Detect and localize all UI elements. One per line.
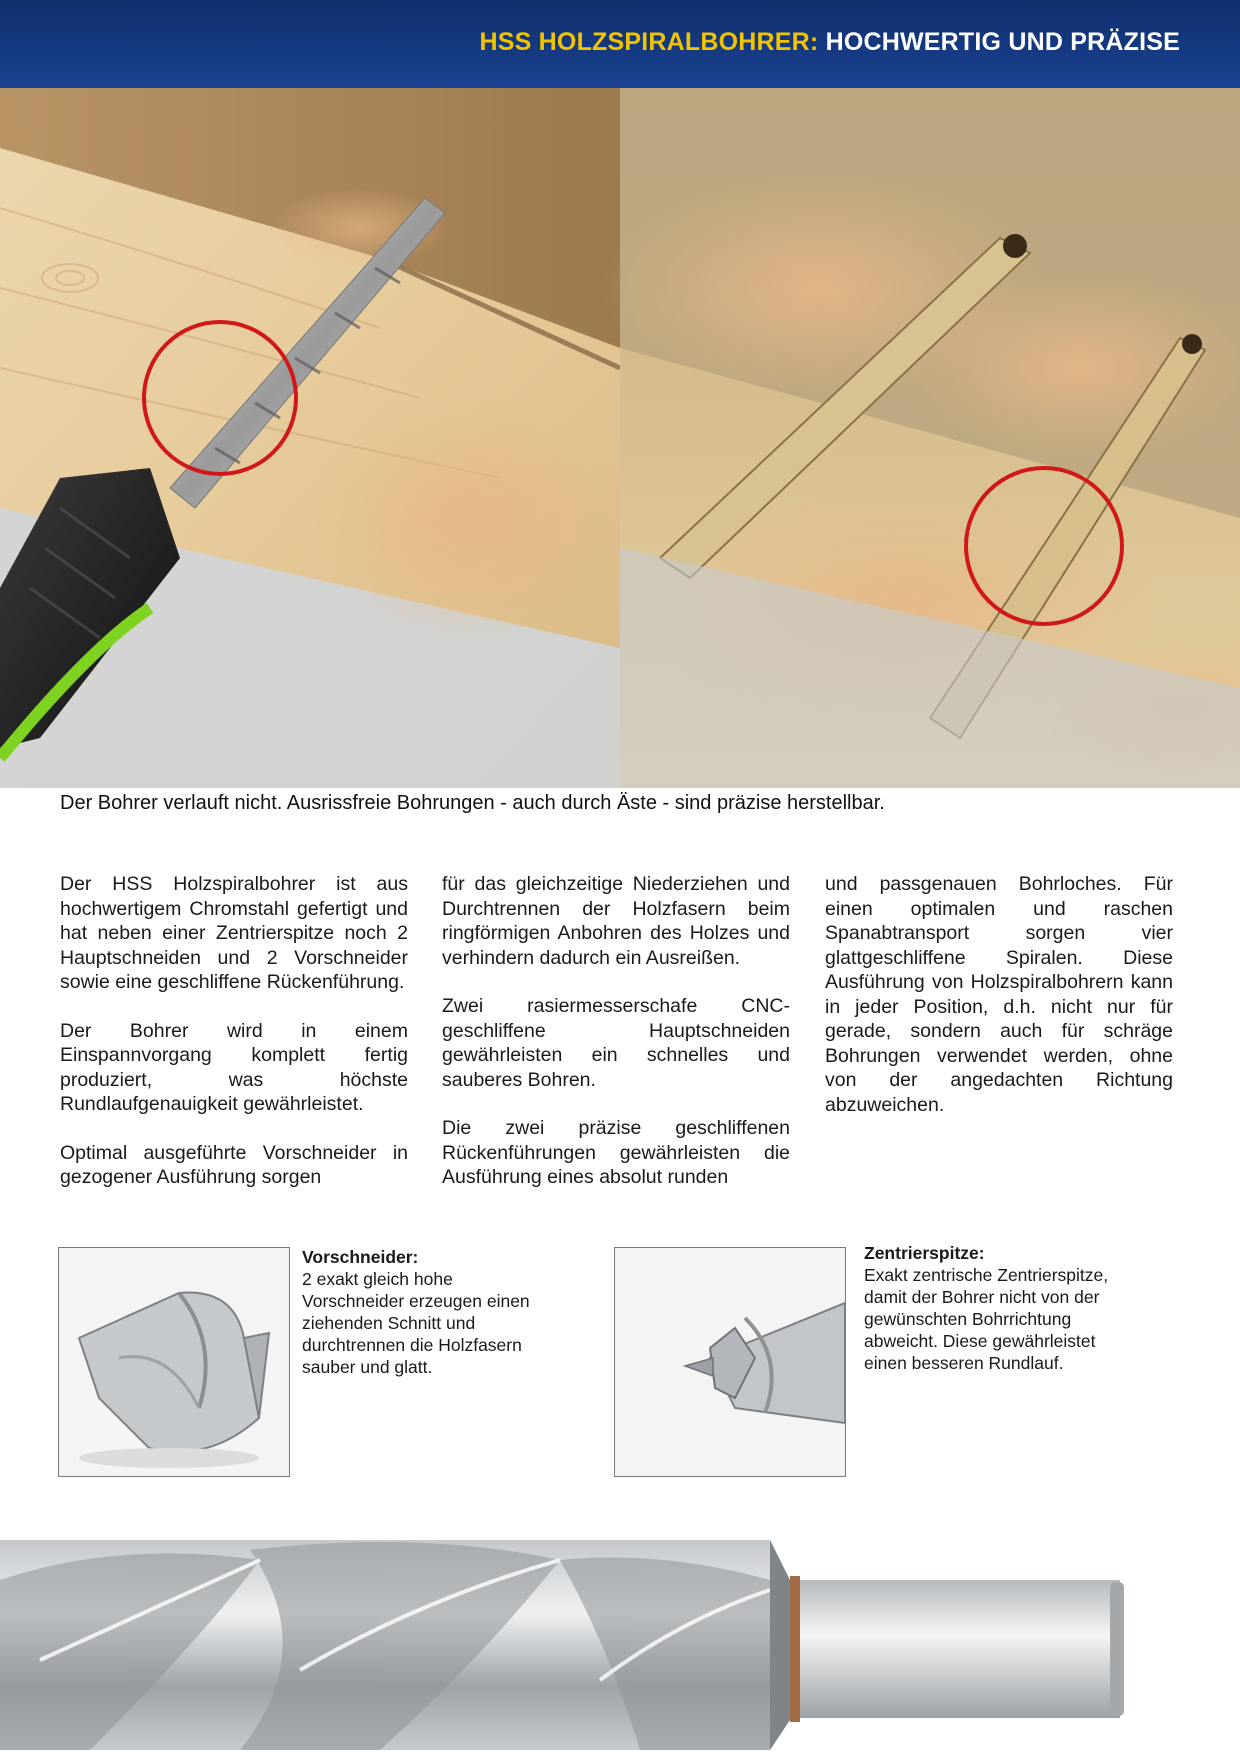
- text-column-1: [60, 872, 408, 1214]
- body-text: [60, 872, 1180, 1212]
- feature-title: Vorschneider:: [302, 1247, 419, 1267]
- hero-illustration: [0, 88, 1240, 788]
- page-title: [480, 28, 1180, 57]
- title-accent: HSS HOLZSPIRALBOHRER:: [479, 28, 819, 56]
- hero-photo: [0, 88, 1240, 788]
- paragraph: Der Bohrer wird in einem Einspannvorgang komplett fertig produziert, was höchste Rundlaufgenauigkeit gewährleistet.: [60, 1019, 408, 1115]
- paragraph: Optimal ausgeführte Vorschneider in gezogener Ausführung sorgen: [60, 1141, 408, 1188]
- vorschneider-photo: [58, 1247, 290, 1477]
- feature-zentrierspitze: [864, 1242, 1114, 1374]
- drill-bit-illustration: [0, 1520, 1240, 1754]
- feature-title: Zentrierspitze:: [864, 1243, 985, 1263]
- feature-text: Exakt zentrische Zentrierspitze, damit der Bohrer nicht von der gewünschten Bohrrichtung abweicht. Diese gewährleistet einen besseren Rundlauf.: [864, 1265, 1109, 1373]
- text-column-3: [825, 872, 1173, 1141]
- feature-vorschneider: [302, 1246, 552, 1378]
- feature-text: 2 exakt gleich hohe Vorschneider erzeugen einen ziehenden Schnitt und durchtrennen die Holzfasern sauber und glatt.: [302, 1269, 530, 1377]
- zentrierspitze-photo: [614, 1247, 846, 1477]
- title-rest: HOCHWERTIG UND PRÄZISE: [818, 28, 1180, 56]
- drill-bit-svg: [0, 1520, 1240, 1754]
- hero-caption: Der Bohrer verlauft nicht. Ausrissfreie Bohrungen - auch durch Äste - sind präzise herstellbar.: [60, 792, 885, 814]
- zentrierspitze-illustration: [615, 1248, 845, 1476]
- paragraph: Die zwei präzise geschliffenen Rückenführungen gewährleisten die Ausführung eines absolut runden: [442, 1117, 790, 1188]
- paragraph: Zwei rasiermesserschafe CNC-geschliffene Hauptschneiden gewährleisten ein schnelles und sauberes Bohren.: [442, 995, 790, 1091]
- header-bar: [0, 0, 1240, 88]
- paragraph: und passgenauen Bohrloches. Für einen optimalen und raschen Spanabtransport sorgen vier glattgeschliffene Spiralen. Diese Ausführung von Holzspiralbohrern kann in jeder Position, d.h. nicht nur für gerade, sondern auch für schräge Bohrungen verwendet werden, ohne von der angedachten Richtung abzuweichen.: [825, 873, 1173, 1116]
- vorschneider-illustration: [59, 1248, 289, 1476]
- paragraph: Der HSS Holzspiralbohrer ist aus hochwertigem Chromstahl gefertigt und hat neben einer Zentrierspitze noch 2 Hauptschneiden und 2 Vorschneider sowie eine geschliffene Rückenführung.: [60, 873, 408, 993]
- paragraph: für das gleichzeitige Niederziehen und Durchtrennen der Holzfasern beim ringförmigen Anbohren des Holzes und verhindern dadurch ein Ausreißen.: [442, 873, 790, 969]
- text-column-2: [442, 872, 790, 1214]
